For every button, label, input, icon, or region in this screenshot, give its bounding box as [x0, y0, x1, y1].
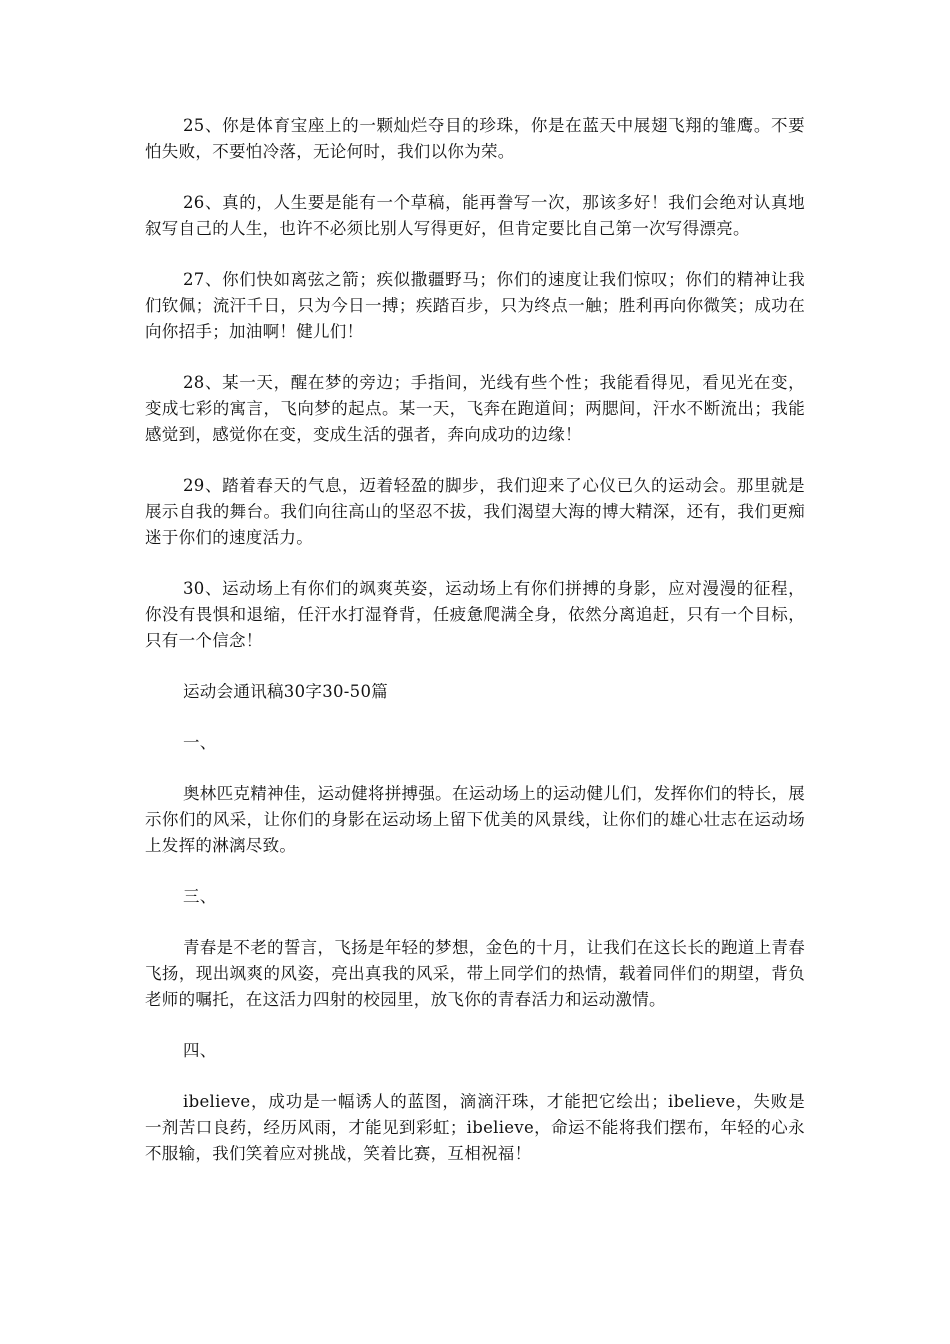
paragraph-four: ibelieve，成功是一幅诱人的蓝图，滴滴汗珠，才能把它绘出；ibelieve，失败是一剂苦口良药，经历风雨，才能见到彩虹；ibelieve，命运不能将我们摆布，年轻的心永不服输，我们笑着应对挑战，笑着比赛，互相祝福！	[145, 1092, 805, 1163]
paragraph-one: 奥林匹克精神佳，运动健将拼搏强。在运动场上的运动健儿们，发挥你们的特长，展示你们的风采，让你们的身影在运动场上留下优美的风景线，让你们的雄心壮志在运动场上发挥的淋漓尽致。	[145, 784, 805, 855]
section-label-one: 一、	[183, 733, 217, 752]
section-label-three: 三、	[183, 887, 217, 906]
paragraph-26: 26、真的，人生要是能有一个草稿，能再誊写一次，那该多好！我们会绝对认真地叙写自己的人生，也许不必须比别人写得更好，但肯定要比自己第一次写得漂亮。	[145, 193, 805, 238]
section-label-four: 四、	[183, 1041, 217, 1060]
paragraph-27: 27、你们快如离弦之箭；疾似撒疆野马；你们的速度让我们惊叹；你们的精神让我们钦佩；流汗千日，只为今日一搏；疾踏百步，只为终点一触；胜利再向你微笑；成功在向你招手；加油啊！健儿们！	[145, 270, 805, 341]
paragraph-30: 30、运动场上有你们的飒爽英姿，运动场上有你们拼搏的身影，应对漫漫的征程，你没有畏惧和退缩，任汗水打湿脊背，任疲惫爬满全身，依然分离追赶，只有一个目标，只有一个信念！	[145, 579, 805, 650]
paragraph-25: 25、你是体育宝座上的一颗灿烂夺目的珍珠，你是在蓝天中展翅飞翔的雏鹰。不要怕失败，不要怕冷落，无论何时，我们以你为荣。	[145, 116, 805, 161]
paragraph-28: 28、某一天，醒在梦的旁边；手指间，光线有些个性；我能看得见，看见光在变，变成七彩的寓言，飞向梦的起点。某一天，飞奔在跑道间；两腮间，汗水不断流出；我能感觉到，感觉你在变，变成生活的强者，奔向成功的边缘！	[145, 373, 805, 444]
section-heading: 运动会通讯稿30字30-50篇	[183, 682, 389, 701]
document-page	[145, 113, 805, 1192]
paragraph-29: 29、踏着春天的气息，迈着轻盈的脚步，我们迎来了心仪已久的运动会。那里就是展示自我的舞台。我们向往高山的坚忍不拔，我们渴望大海的博大精深，还有，我们更痴迷于你们的速度活力。	[145, 476, 805, 547]
paragraph-three: 青春是不老的誓言，飞扬是年轻的梦想，金色的十月，让我们在这长长的跑道上青春飞扬，现出飒爽的风姿，亮出真我的风采，带上同学们的热情，载着同伴们的期望，背负老师的嘱托，在这活力四射的校园里，放飞你的青春活力和运动激情。	[145, 938, 805, 1009]
